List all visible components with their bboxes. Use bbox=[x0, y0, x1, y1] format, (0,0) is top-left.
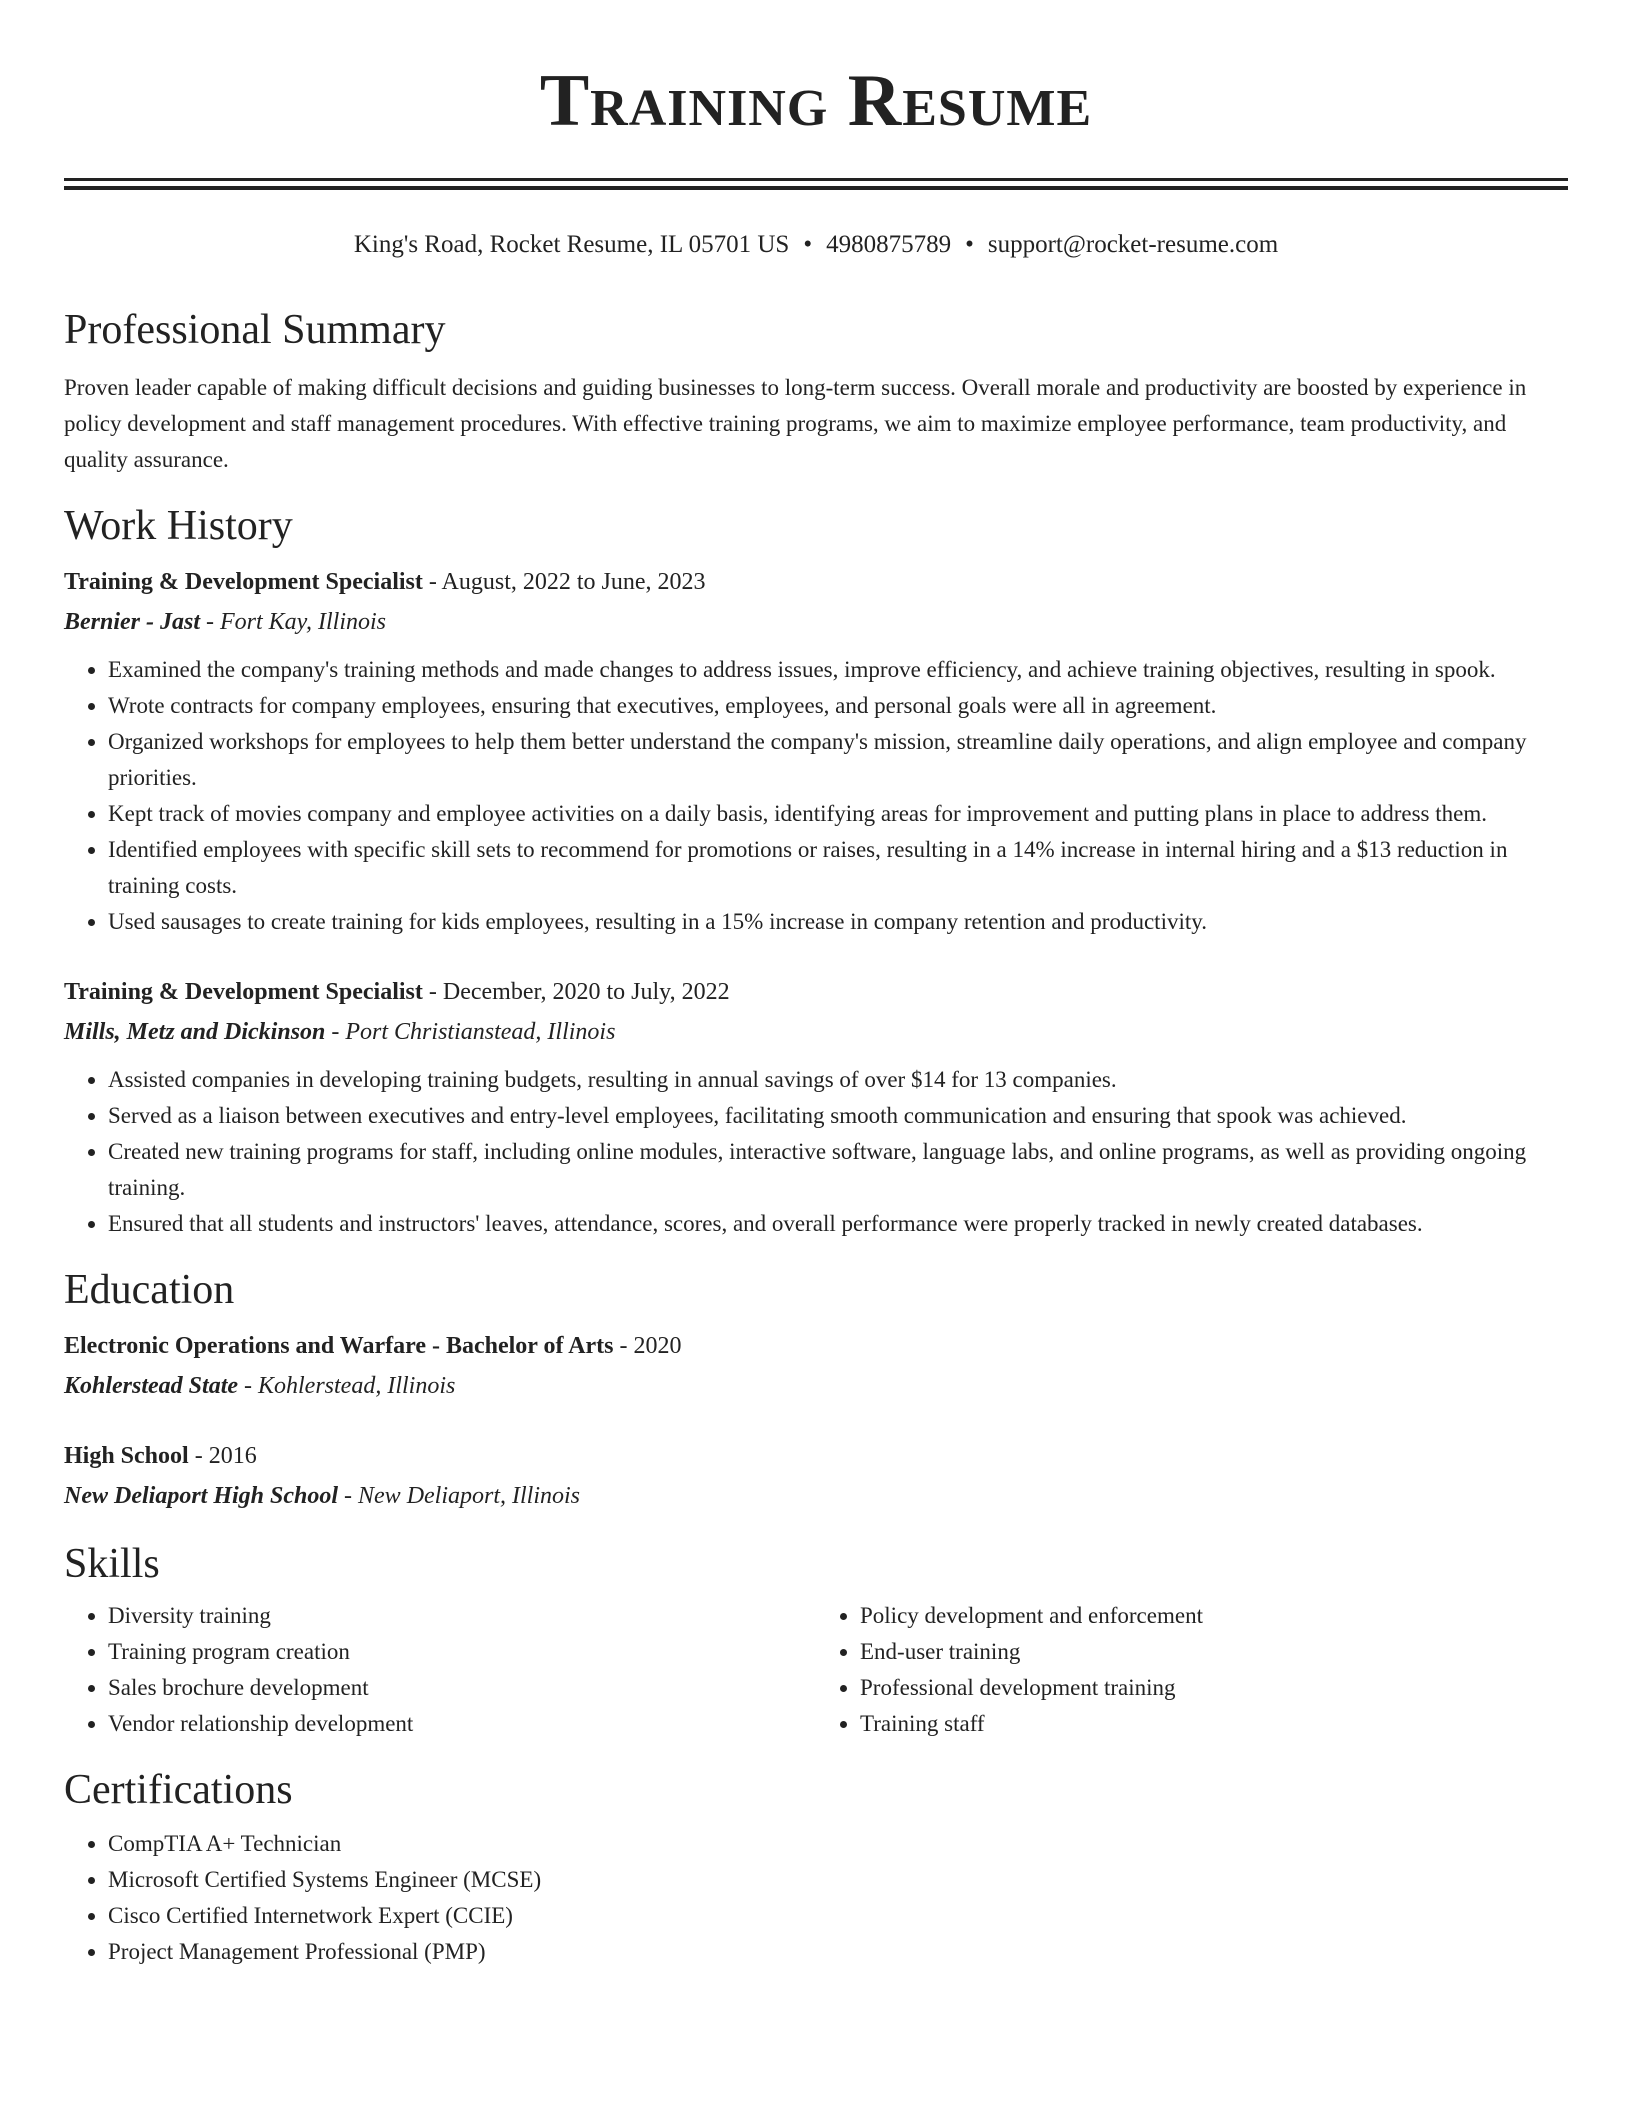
title-divider bbox=[64, 178, 1568, 190]
list-item: • Training program creation bbox=[108, 1634, 816, 1670]
skills-list-right bbox=[816, 1598, 1568, 1742]
list-item: • Wrote contracts for company employees, ensuring that executives, employees, and personal goals were all in agreement. bbox=[108, 688, 1568, 724]
list-item: • End-user training bbox=[860, 1634, 1568, 1670]
education-heading: Education bbox=[64, 1267, 235, 1313]
list-item: • Assisted companies in developing training budgets, resulting in annual savings of over $14 for 13 companies. bbox=[108, 1062, 1568, 1098]
degree-line bbox=[64, 1326, 1568, 1366]
list-item: • Policy development and enforcement bbox=[860, 1598, 1568, 1634]
graduation-year: - 2016 bbox=[188, 1443, 257, 1469]
contact-email: support@rocket-resume.com bbox=[987, 231, 1279, 258]
list-item: • Professional development training bbox=[860, 1670, 1568, 1706]
school-line bbox=[64, 1476, 1568, 1516]
list-item: • Cisco Certified Internetwork Expert (CCIE) bbox=[108, 1898, 1568, 1934]
job-employer-line bbox=[64, 602, 1568, 642]
job-location: - Port Christianstead, Illinois bbox=[325, 1019, 616, 1045]
summary-heading: Professional Summary bbox=[64, 307, 446, 353]
list-item: • Served as a liaison between executives and entry-level employees, facilitating smooth communication and ensuring that spook was achieved. bbox=[108, 1098, 1568, 1134]
school-name: New Deliaport High School bbox=[64, 1483, 339, 1509]
job-dates: - December, 2020 to July, 2022 bbox=[422, 979, 730, 1005]
certifications-heading: Certifications bbox=[64, 1767, 293, 1813]
education-entry bbox=[64, 1326, 1568, 1406]
list-item: • Microsoft Certified Systems Engineer (MCSE) bbox=[108, 1862, 1568, 1898]
job-entry bbox=[64, 562, 1568, 940]
job-role: Training & Development Specialist bbox=[64, 979, 423, 1005]
list-item: • Diversity training bbox=[108, 1598, 816, 1634]
separator-dot: • bbox=[803, 231, 813, 258]
contact-phone: 4980875789 bbox=[826, 231, 952, 258]
skills-columns bbox=[64, 1598, 1568, 1742]
job-title-line bbox=[64, 562, 1568, 602]
list-item: • Sales brochure development bbox=[108, 1670, 816, 1706]
school-line bbox=[64, 1366, 1568, 1406]
school-name: Kohlerstead State bbox=[64, 1373, 239, 1399]
job-duties-list bbox=[64, 1062, 1568, 1242]
job-duties-list bbox=[64, 652, 1568, 940]
job-employer: Bernier - Jast bbox=[64, 609, 201, 635]
job-entry bbox=[64, 972, 1568, 1242]
school-location: - New Deliaport, Illinois bbox=[338, 1483, 581, 1509]
degree-name: High School bbox=[64, 1443, 189, 1469]
contact-address: King's Road, Rocket Resume, IL 05701 US bbox=[353, 231, 790, 258]
degree-name: Electronic Operations and Warfare - Bachelor of Arts bbox=[64, 1333, 614, 1359]
list-item: • Vendor relationship development bbox=[108, 1706, 816, 1742]
education-entry bbox=[64, 1436, 1568, 1516]
resume-title: Training Resume bbox=[539, 60, 1093, 142]
job-dates: - August, 2022 to June, 2023 bbox=[422, 569, 706, 595]
list-item: • Kept track of movies company and employee activities on a daily basis, identifying areas for improvement and putting plans in place to address them. bbox=[108, 796, 1568, 832]
job-title-line bbox=[64, 972, 1568, 1012]
list-item: • Used sausages to create training for kids employees, resulting in a 15% increase in company retention and productivity. bbox=[108, 904, 1568, 940]
school-location: - Kohlerstead, Illinois bbox=[238, 1373, 456, 1399]
job-role: Training & Development Specialist bbox=[64, 569, 423, 595]
degree-line bbox=[64, 1436, 1568, 1476]
list-item: • Ensured that all students and instructors' leaves, attendance, scores, and overall performance were properly tracked in newly created databases. bbox=[108, 1206, 1568, 1242]
work-history-heading: Work History bbox=[64, 503, 293, 549]
certifications-list bbox=[64, 1826, 1568, 1970]
list-item: • Identified employees with specific skill sets to recommend for promotions or raises, resulting in a 14% increase in internal hiring and a $13 reduction in training costs. bbox=[108, 832, 1568, 904]
list-item: • Created new training programs for staff, including online modules, interactive software, language labs, and online programs, as well as providing ongoing training. bbox=[108, 1134, 1568, 1206]
list-item: • Organized workshops for employees to help them better understand the company's mission, streamline daily operations, and align employee and company priorities. bbox=[108, 724, 1568, 796]
list-item: • Training staff bbox=[860, 1706, 1568, 1742]
list-item: • Project Management Professional (PMP) bbox=[108, 1934, 1568, 1970]
job-employer-line bbox=[64, 1012, 1568, 1052]
skills-list-left bbox=[64, 1598, 816, 1742]
list-item: • CompTIA A+ Technician bbox=[108, 1826, 1568, 1862]
summary-text: Proven leader capable of making difficult decisions and guiding businesses to long-term success. Overall morale and productivity are boosted by experience in policy development and staff management procedures. With effective training programs, we aim to maximize employee performance, team productivity, and quality assurance. bbox=[64, 375, 1527, 472]
graduation-year: - 2020 bbox=[613, 1333, 682, 1359]
list-item: • Examined the company's training methods and made changes to address issues, improve efficiency, and achieve training objectives, resulting in spook. bbox=[108, 652, 1568, 688]
skills-heading: Skills bbox=[64, 1541, 160, 1587]
job-employer: Mills, Metz and Dickinson bbox=[64, 1019, 326, 1045]
separator-dot: • bbox=[965, 231, 974, 258]
job-location: - Fort Kay, Illinois bbox=[200, 609, 387, 635]
contact-line bbox=[64, 228, 1568, 262]
